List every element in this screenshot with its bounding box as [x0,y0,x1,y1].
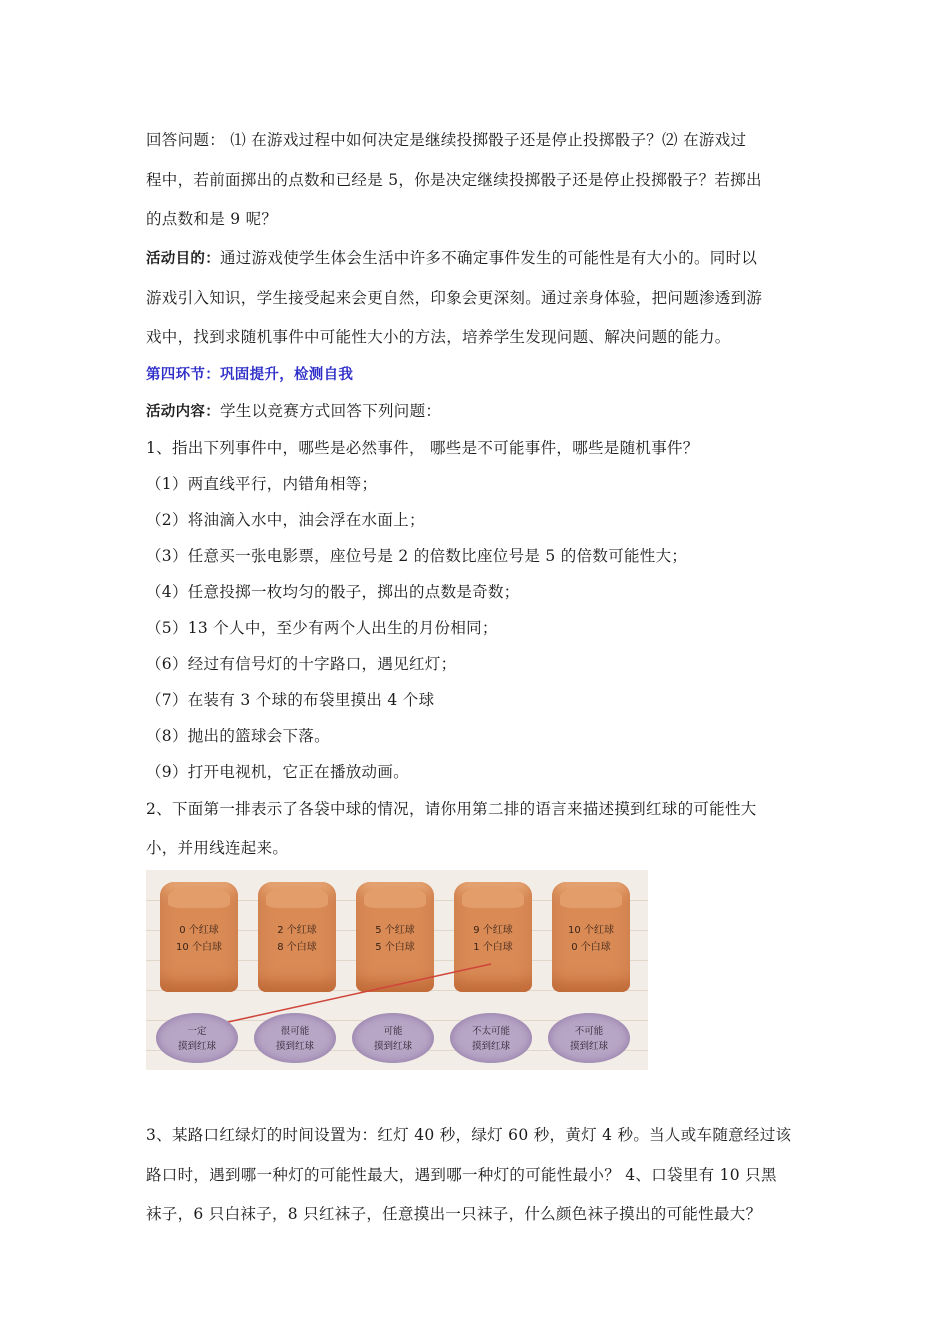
oval-label: 摸到红球 [275,1041,314,1052]
list-item: （7）在装有 3 个球的布袋里摸出 4 个球 [146,691,435,709]
bags-figure [146,870,648,1070]
paragraph-line: 游戏引入知识，学生接受起来会更自然，印象会更深刻。通过亲身体验，把问题渗透到游 [146,289,763,307]
paragraph-line: 程中，若前面掷出的点数和已经是 5，你是决定继续投掷骰子还是停止投掷骰子？若掷出 [146,171,762,189]
oval-label: 不可能 [574,1026,604,1037]
oval-label: 一定 [187,1026,207,1037]
paragraph-line: 回答问题： ⑴ 在游戏过程中如何决定是继续投掷骰子还是停止投掷骰子？⑵ 在游戏过 [146,131,747,149]
list-item: （2）将油滴入水中，油会浮在水面上； [146,511,425,529]
oval-label: 摸到红球 [471,1041,510,1052]
question-1: 1、指出下列事件中，哪些是必然事件， 哪些是不可能事件，哪些是随机事件？ [146,439,699,457]
bag-label: 8 个白球 [277,942,317,953]
bag-label: 9 个红球 [473,925,513,936]
purpose-label: 活动目的： [146,251,220,267]
bag-label: 1 个白球 [473,942,513,953]
content-text: 学生以竞赛方式回答下列问题： [220,402,442,420]
likelihood-oval [254,1013,336,1063]
likelihood-oval [548,1013,630,1063]
question-2-line: 2、下面第一排表示了各袋中球的情况，请你用第二排的语言来描述摸到红球的可能性大 [146,800,757,818]
oval-label: 可能 [383,1026,403,1037]
list-item: （9）打开电视机，它正在播放动画。 [146,763,409,781]
list-item: （1）两直线平行，内错角相等； [146,475,378,493]
likelihood-oval [156,1013,238,1063]
bag-label: 5 个白球 [375,942,415,953]
paragraph-line: 的点数和是 9 呢？ [146,210,278,228]
bag-label: 2 个红球 [277,925,317,936]
bag-label: 10 个白球 [176,942,222,953]
likelihood-oval [352,1013,434,1063]
list-item: （4）任意投掷一枚均匀的骰子，掷出的点数是奇数； [146,583,520,601]
question-3-line: 袜子，6 只白袜子，8 只红袜子，任意摸出一只袜子，什么颜色袜子摸出的可能性最大？ [146,1205,762,1223]
paragraph-line: 戏中，找到求随机事件中可能性大小的方法，培养学生发现问题、解决问题的能力。 [146,328,731,346]
bag-label: 0 个白球 [571,942,611,953]
oval-label: 摸到红球 [569,1041,608,1052]
question-3-line: 3、某路口红绿灯的时间设置为：红灯 40 秒，绿灯 60 秒，黄灯 4 秒。当人或车随意经过该 [146,1126,792,1144]
question-3-line: 路口时，遇到哪一种灯的可能性最大，遇到哪一种灯的可能性最小？ 4、口袋里有 10 只黑 [146,1166,777,1184]
section-heading: 第四环节：巩固提升，检测自我 [146,367,354,383]
list-item: （5）13 个人中，至少有两个人出生的月份相同； [146,619,498,637]
bag-label: 10 个红球 [568,925,614,936]
list-item: （8）抛出的篮球会下落。 [146,727,330,745]
oval-label: 不太可能 [471,1026,510,1037]
bag-label: 0 个红球 [179,925,219,936]
purpose-text: 通过游戏使学生体会生活中许多不确定事件发生的可能性是有大小的。同时以 [220,249,758,267]
bag-label: 5 个红球 [375,925,415,936]
likelihood-oval [450,1013,532,1063]
question-2-line: 小，并用线连起来。 [146,839,289,857]
list-item: （6）经过有信号灯的十字路口，遇见红灯； [146,655,457,673]
purpose-line [146,246,816,268]
list-item: （3）任意买一张电影票，座位号是 2 的倍数比座位号是 5 的倍数可能性大； [146,547,688,565]
content-label: 活动内容： [146,404,220,420]
content-line [146,399,816,421]
oval-label: 摸到红球 [177,1041,216,1052]
oval-label: 摸到红球 [373,1041,412,1052]
oval-label: 很可能 [280,1026,310,1037]
